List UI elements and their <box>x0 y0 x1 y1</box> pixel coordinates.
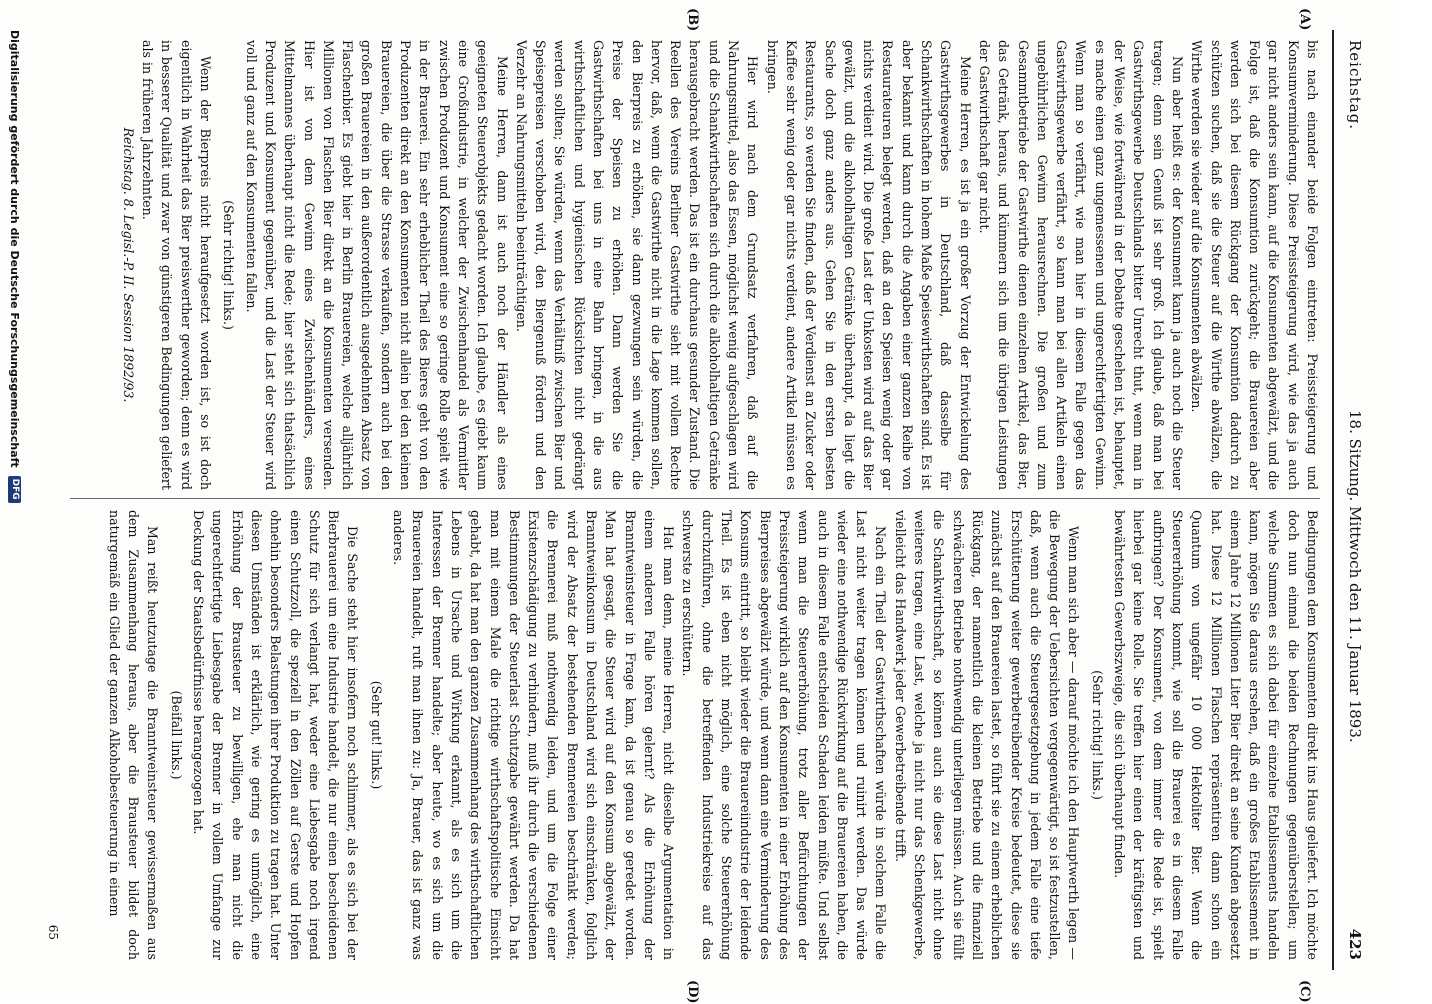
interjection: (Sehr richtig! links.) <box>1089 670 1105 800</box>
footer-page-number: 65 <box>46 924 60 940</box>
header-center: 18. Sitzung. Mittwoch den 11. Januar 1893. <box>1346 410 1364 743</box>
paragraph: Die Sache steht hier insofern noch schlimmer, als es sich bei der Bierbrauerei um eine Industrie handelt, die nur einen bescheidenen Schutz für sich verlangt hat, weder eine Liebesgabe noch irgend einen Schutzzoll, die speziell in den Zöllen auf Gerste und Hopfen ohnehin besonders Belastungen ihrer Produktion zu tragen hat. Unter diesen Umständen ist erklärlich, wie gering es unmöglich, eine Erhöhung der Brausteuer zu bewilligen, ehe man nicht die ungerechtfertigte Liebesgabe der Brenner in vollem Umfange zur Deckung der Staatsbedürfnisse herangezogen hat. <box>191 510 361 960</box>
paragraph: Hier wird nach dem Grundsatz verfahren, daß auf die Nahrungsmittel, also das Essen, möglichst wenig aufgeschlagen wird und die Schankwirthschaften sich durch die alkoholhaltigen Getränke herausgebracht werden. Das ist ein durchaus gesunder Zustand. Die Reellen des Vereins Berliner Gastwirthe sieht mit vollem Rechte hervor, daß, wenn die Gastwirthe nicht in die Lage kommen sollen, den Bierpreis zu erhöhen, sie dann gezwungen sein würden, die Preise der Speisen zu erhöhen. Dann werden Sie die Gastwirthschaften bei uns in eine Bahn bringen, in die aus wirthschaftlichen und hygienischen Rücksichten nicht gedrängt werden sollten; Sie würden, wenn das Verhältniß zwischen Bier und Speisepreisen verschoben wird, den Biergenuß fördern und den Verzehr an Nahrungsmitteln beeinträchtigen. <box>513 40 761 490</box>
paragraph: Bedingungen dem Konsumenten direkt ins Haus geliefert. Ich möchte doch nun einmal die beiden Rechnungen gegenüberstellen; um welche Summen es sich dabei für einzelne Etablissements handeln kann, mögen Sie daraus ersehen, daß ein großes Etablissement in einem Jahre 12 Millionen Liter Bier direkt an seine Kunden abgesetzt hat. Diese 12 Millionen Flaschen repräsentiren dann schon ein Quantum von ungefähr 10 000 Hektoliter Bier. Wenn die Steuererhöhung kommt, wie soll die Brauerei es in diesem Falle aufbringen? Der Konsument, von dem immer die Rede ist, spielt hierbei gar keine Rolle. Sie treffen hier einen der kräftigsten und bewährtesten Gewerbszweige, die sich überhaupt finden. <box>1112 510 1320 960</box>
paragraph: Meine Herren, es ist ja ein großer Vorzug der Entwickelung des Gastwirthsgewerbes in Deutschland, daß dasselbe für Schankwirthschaften in hohem Maße Speisewirthschaften sind. Es ist aber bekannt und kann durch die Angaben einer ganzen Reihe von Restaurateuren belegt werden, daß an den Speisen wenig oder gar nichts verdient wird. Die große Last der Unkosten wird auf das Bier gewälzt, und die alkoholhaltigen Getränke überhaupt, da liegt die Sache doch ganz anders aus. Gehen Sie in den ersten besten Restaurants, so werden Sie finden, daß der Verdienst an Zucker oder Kaffee sehr wenig oder gar nichts verdient, andere Artikel müssen es bringen. <box>764 40 973 490</box>
digitization-note <box>5 30 25 970</box>
paragraph: Man reißt heutzutage die Branntweinsteuer gewissermaßen aus dem Zusammenhang heraus, aber die Brausteuer bildet doch naturgemäß ein Glied der ganzen Alkoholbesteuerung in einem <box>106 510 161 960</box>
paragraph: Nun aber heißt es: der Konsument kann ja auch noch die Steuer tragen; denn sein Genuß ist sehr groß. Ich glaube, daß man bei Gastwirthsgewerbe Deutschlands bitter Unrecht thut, wenn man in der Weise, wie fortwährend in der Debatte geschehen ist, behauptet, es mache einen ganz ungemessenen und ungerechtfertigten Gewinn. Wenn man so verfährt, wie man hier in diesem Falle gegen das Gastwirthsgewerbe verfährt, so kann man bei allen Artikeln einen ungebührlichen Gewinn herausrechnen. Die großen und zum Gesammtbetriebe der Gastwirthe dienen einzelnen Artikel, das Bier, das Getränk, heraus, und kümmern sich um die übrigen Leistungen der Gastwirthschaft gar nicht. <box>976 40 1185 490</box>
interjection: (Beifall links.) <box>168 690 184 780</box>
right-column <box>62 510 1322 960</box>
paragraph: Meine Herren, dann ist auch noch der Händler als eines geeigneten Steuerobjekts gedacht worden. Ich glaube, es giebt kaum eine Großindustrie, in welcher der Zwischenhandel als Vermittler zwischen Produzent und Konsument eine so geringe Rolle spielt wie in der Brauerei. Ein sehr erheblicher Theil des Bieres geht von den Produzenten direkt an den Konsumenten nicht allein bei den kleinen Brauereien, die über die Strasse verkaufen, sondern auch bei den großen Brauereien in den außerordentlich ausgedehnten Absatz von Flaschenbier. Es giebt hier in Berlin Brauereien, welche alljährlich Millionen von Flaschen Bier direkt an die Konsumenten versenden. Hier ist von dem Gewinn eines Zwischenhändlers, eines Mittelmannes überhaupt nicht die Rede; hier steht sich thatsächlich Produzent und Konsument gegenüber, und die Last der Steuer wird voll und ganz auf den Konsumenten fallen. <box>243 40 510 490</box>
dfg-logo-icon: DFG <box>9 476 22 503</box>
page-header <box>1340 30 1370 970</box>
margin-marker-a: (A) <box>1297 8 1312 31</box>
interjection: (Sehr gut! links.) <box>368 680 384 790</box>
interjection: (Sehr richtig! links.) <box>221 200 237 330</box>
column-divider <box>70 498 1320 499</box>
header-page-number: 423 <box>1346 928 1364 960</box>
paragraph: Wenn man sich aber — darauf möchte ich den Hauptwerth legen — die Bewegung der Uebersichten vergegenwärtigt, so ist festzustellen, daß, wenn auch die Steuergesetzgebung in jedem Falle eine tiefe Erschütterung weiter gewerbetreibender Kreise bedeutet, diese sie zunächst auf den Brauereien lastet, so führt sie zu einem erheblichen Rückgang, der namentlich die kleinen Betriebe und die finanziell schwächeren Betriebe nothwendig unterliegen müssen. Auch sie füllt die Schankwirthschaft, so können auch sie diese Last nicht ohne weiteres tragen, eine Last, welche ja nicht nur das Schenkgewerbe, vielleicht das Handwerk jeder Gewerbetreibende trifft. <box>892 510 1082 960</box>
margin-marker-b: (B) <box>685 8 700 32</box>
signature-line: Reichstag. 8. Legisl.-P. II. Session 1892/93. <box>120 127 136 403</box>
paragraph: bis nach einander beide Folgen eintreten: Preissteigerung und Konsumverminderung. Diese Preissteigerung wird, wie das ja auch gar nicht anders sein kann, auf die Konsumenten abgewälzt, und die Folge ist, daß die Konsumtion zurückgeht; die Brauereien aber werden sich bei diesem Rückgang der Konsumtion dadurch zu schützen suchen, daß sie die Steuer auf die Wirthe abwälzen, die Wirthe werden sie wieder auf die Konsumenten abwälzen. <box>1189 40 1320 490</box>
left-column <box>62 40 1322 490</box>
paragraph: Hat man denn, meine Herren, nicht dieselbe Argumentation in einem anderen Falle hören gelernt? Als die Erhöhung der Branntweinsteuer in Frage kam, da ist genau so geredet worden. Man hat gesagt, die Steuer wird auf den Konsum abgewälzt, der Branntweinkonsum in Deutschland wird sich einschränken, folglich wird der Absatz der bestehenden Brennereien beschränkt werden; die Brennerei muß nothwendig leiden, und um die Folge einer Existenzschädigung zu verhindern, muß ihr durch die verschiedenen Bestimmungen der Steuerlast Schutzgabe gewährt werden. Da hat man mit einem Male die richtige wirthschaftspolitische Einsicht gehabt, da hat man den ganzen Zusammenhang des wirthschaftlichen Lebens in Ursache und Wirkung erkannt, als es sich um die Interessen der Brenner handelte; aber heute, wo es sich um die Brauereien handelt, ruft man ihnen zu: Ja, Brauer, das ist ganz was anderes. <box>391 510 677 960</box>
digitization-text: Digitalisierung gefördert durch die Deutsche Forschungsgemeinschaft <box>8 30 22 468</box>
paragraph: Nach ein Theil der Gastwirthschaften würde in solchem Falle die Last nicht weiter tragen können und ruinirt werden. Das würde wieder eine nothwendige Rückwirkung auf die Brauereien haben, die auch in diesem Falle entscheiden Schaden leiden müßte. Und selbst wenn man die Steuererhöhung, trotz aller Befürchtungen der Preissteigerung wirklich auf den Konsumenten in einer Erhöhung des Bierpreises abgewälzt würde, und wenn dann eine Verminderung des Konsums eintritt, so bleibt wieder die Brauereiindustrie der leidende Theil. Es ist eben nicht möglich, eine solche Steuererhöhung durchzuführen, ohne die betreffenden Industriekreise auf das schwerste zu erschüttern. <box>680 510 889 960</box>
paragraph: Wenn der Bierpreis nicht heraufgesetzt worden ist, so ist doch eigentlich in Wahrheit das Bier preiswerther geworden; denn es wird in besserer Qualität und zwar von günstigeren Bedingungen geliefert als in früheren Jahrzehnten. <box>140 40 214 490</box>
header-rule <box>1332 30 1334 970</box>
margin-marker-d: (D) <box>685 980 700 1004</box>
margin-marker-c: (C) <box>1297 980 1312 1003</box>
header-left: Reichstag. <box>1346 40 1364 131</box>
